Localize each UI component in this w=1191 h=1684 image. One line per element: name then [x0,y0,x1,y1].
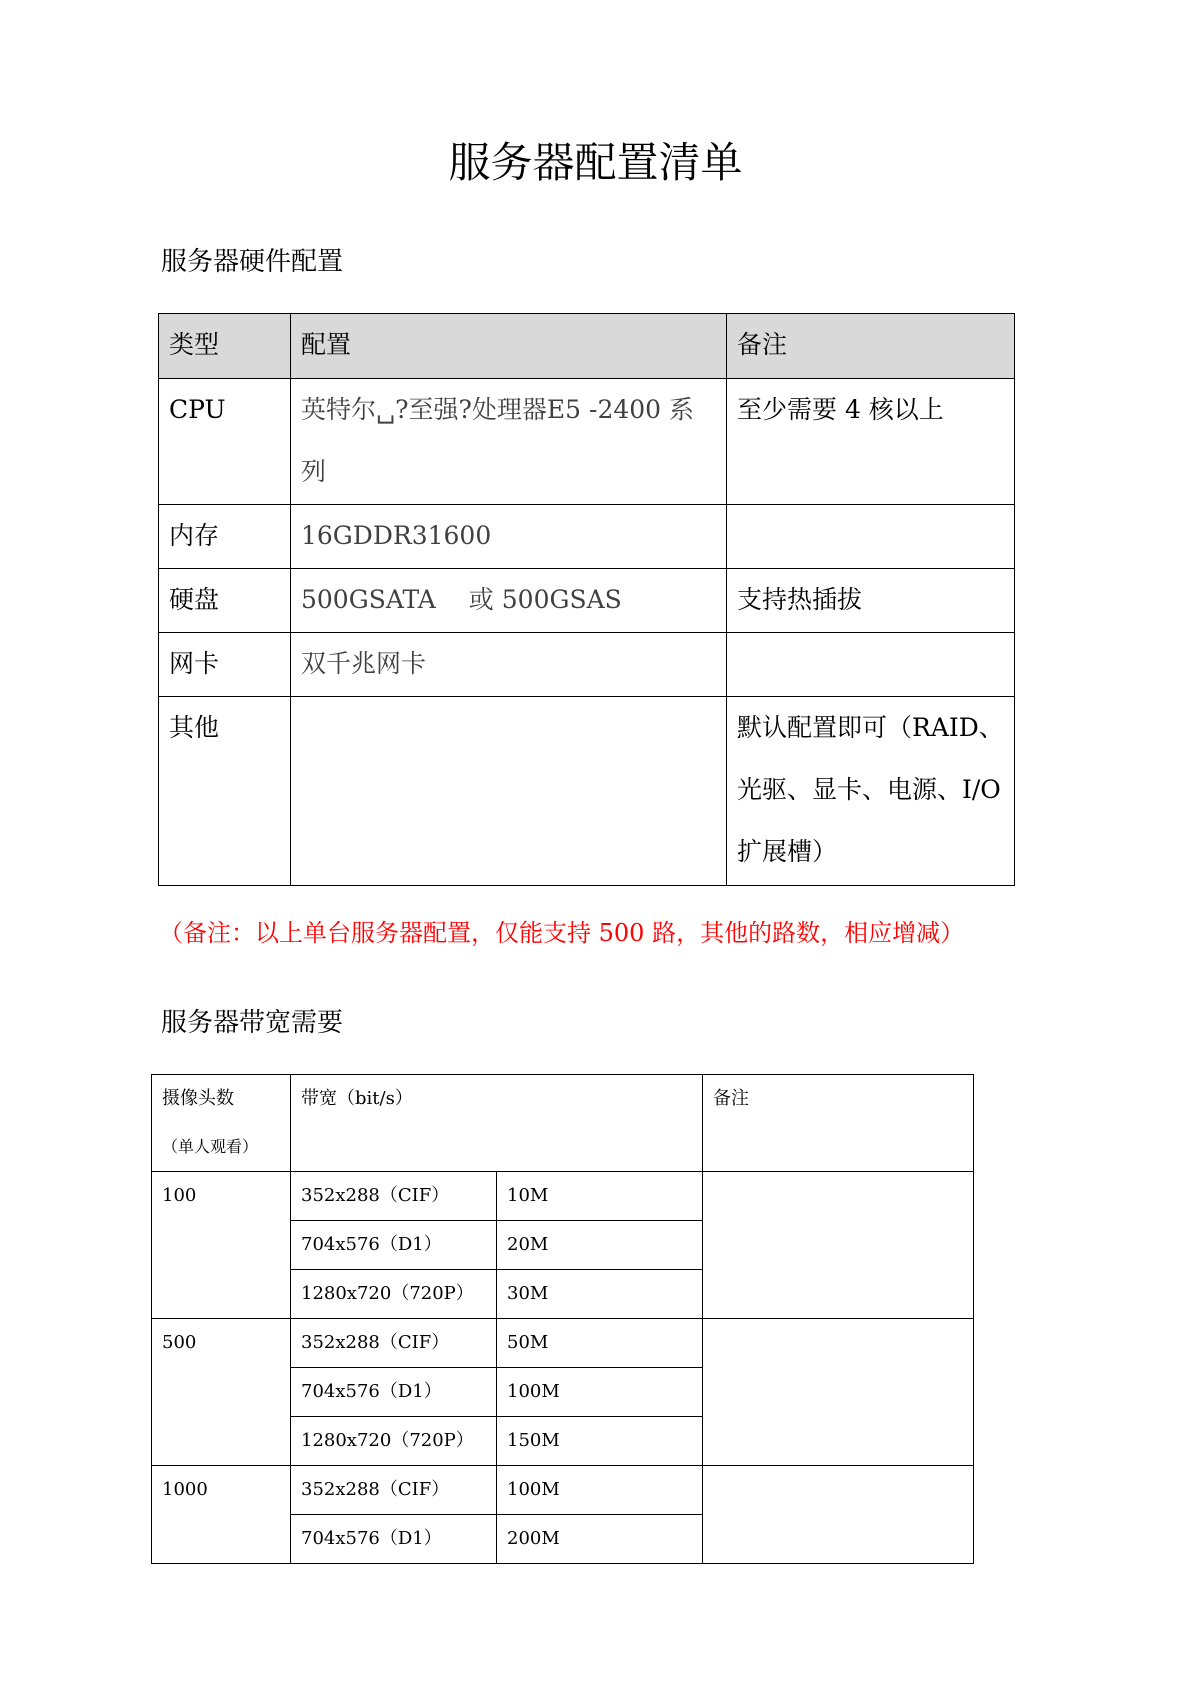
table-header-row [152,1075,974,1172]
cell-bandwidth: 100M [497,1466,703,1515]
cell-bandwidth: 50M [497,1319,703,1368]
table-row [152,1466,974,1515]
document-title: 服务器配置清单 [448,138,743,187]
cell-resolution: 1280x720（720P） [291,1270,497,1319]
cell-remark: 支持热插拔 [727,569,1015,633]
cell-bandwidth: 10M [497,1172,703,1221]
cell-resolution: 704x576（D1） [291,1515,497,1564]
cell-remark [703,1466,974,1564]
table-row [159,379,1015,505]
cell-type: CPU [159,379,291,505]
cell-resolution: 352x288（CIF） [291,1319,497,1368]
cell-resolution: 352x288（CIF） [291,1466,497,1515]
table-row [159,505,1015,569]
cell-config [291,697,727,886]
table-header-row [159,314,1015,379]
bandwidth-section-heading: 服务器带宽需要 [161,1008,344,1038]
bandwidth-table [151,1074,974,1564]
cell-config: 双千兆网卡 [291,633,727,697]
cell-bandwidth: 150M [497,1417,703,1466]
table-row [159,697,1015,886]
cell-bandwidth: 100M [497,1368,703,1417]
header-camera-count [152,1075,291,1172]
header-config: 配置 [291,314,727,379]
cell-resolution: 704x576（D1） [291,1368,497,1417]
table-row [159,569,1015,633]
cell-remark [727,633,1015,697]
cell-remark [727,505,1015,569]
header-camera-count-sub: （单人观看） [162,1137,259,1156]
cell-remark [703,1319,974,1466]
cell-type: 内存 [159,505,291,569]
table-row [152,1172,974,1221]
cell-config: 16GDDR31600 [291,505,727,569]
cell-camera-count: 1000 [152,1466,291,1564]
cell-resolution: 704x576（D1） [291,1221,497,1270]
cell-camera-count: 100 [152,1172,291,1319]
header-remark: 备注 [727,314,1015,379]
cell-type: 网卡 [159,633,291,697]
header-remark: 备注 [703,1075,974,1172]
cell-type: 硬盘 [159,569,291,633]
hardware-section-heading: 服务器硬件配置 [161,247,344,277]
header-camera-count-label: 摄像头数 [162,1088,234,1109]
header-bandwidth: 带宽（bit/s） [291,1075,703,1172]
cell-bandwidth: 200M [497,1515,703,1564]
cell-camera-count: 500 [152,1319,291,1466]
cell-remark: 至少需要 4 核以上 [727,379,1015,505]
cell-resolution: 352x288（CIF） [291,1172,497,1221]
cell-config: 英特尔␣?至强?处理器E5 -2400 系列 [291,379,727,505]
cell-resolution: 1280x720（720P） [291,1417,497,1466]
header-type: 类型 [159,314,291,379]
cell-remark: 默认配置即可（RAID、光驱、显卡、电源、I/O 扩展槽） [727,697,1015,886]
cell-config: 500GSATA 或 500GSAS [291,569,727,633]
cell-remark [703,1172,974,1319]
remark-note: （备注：以上单台服务器配置，仅能支持 500 路，其他的路数，相应增减） [159,919,965,947]
table-row [152,1319,974,1368]
hardware-config-table [158,313,1015,886]
cell-bandwidth: 30M [497,1270,703,1319]
cell-type: 其他 [159,697,291,886]
cell-bandwidth: 20M [497,1221,703,1270]
table-row [159,633,1015,697]
